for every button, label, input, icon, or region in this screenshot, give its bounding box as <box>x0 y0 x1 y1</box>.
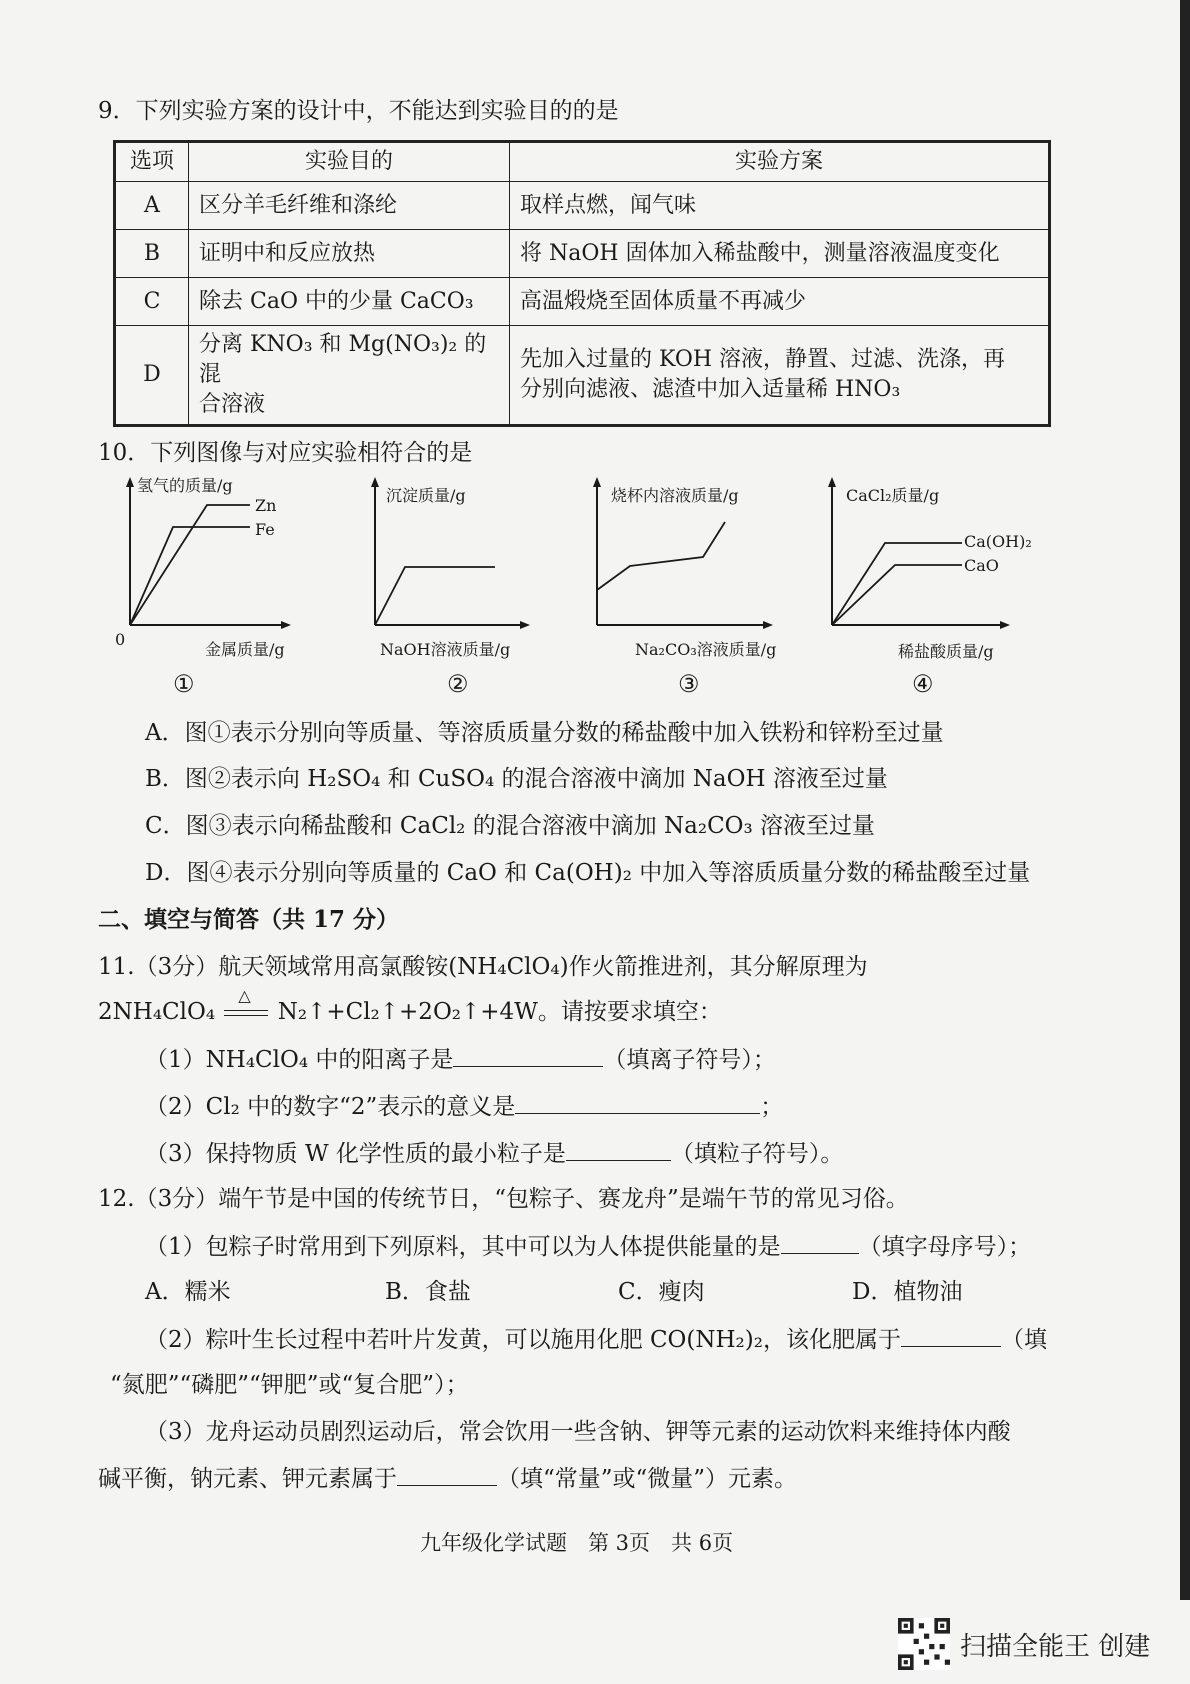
option-letter: B <box>115 230 189 278</box>
precipitate-line <box>375 567 495 625</box>
prompt-text: 碱平衡，钠元素、钾元素属于 <box>98 1466 397 1492</box>
answer-blank[interactable] <box>901 1324 1001 1347</box>
graph-2-number: ② <box>447 670 469 698</box>
table-row <box>115 230 1050 278</box>
graph-1-svg <box>105 475 305 659</box>
q12-choice-d: D．植物油 <box>852 1279 963 1305</box>
answer-blank[interactable] <box>515 1091 760 1114</box>
x-label: Na₂CO₃溶液质量/g <box>635 640 777 659</box>
header-plan: 实验方案 <box>510 142 1050 182</box>
plan-cell: 高温煅烧至固体质量不再减少 <box>510 278 1050 326</box>
goal-line: 分离 KNO₃ 和 Mg(NO₃)₂ 的混 <box>199 332 487 387</box>
prompt-text: （填粒子符号）。 <box>670 1141 844 1167</box>
series-label: Ca(OH)₂ <box>964 532 1032 551</box>
q10-option-b: B．图②表示向 H₂SO₄ 和 CuSO₄ 的混合溶液中滴加 NaOH 溶液至过量 <box>145 766 888 792</box>
plan-cell: 取样点燃，闻气味 <box>510 182 1050 230</box>
q12-choice-a: A．糯米 <box>145 1279 231 1305</box>
prompt-text: （2）Cl₂ 中的数字“2”表示的意义是 <box>145 1094 516 1120</box>
graph-1 <box>105 475 305 659</box>
scanner-watermark <box>898 1618 1150 1670</box>
q9-stem: 9．下列实验方案的设计中，不能达到实验目的的是 <box>98 98 619 124</box>
q12-part3-cont <box>98 1463 797 1494</box>
prompt-text: （2）粽叶生长过程中若叶片发黄，可以施用化肥 CO(NH₂)₂，该化肥属于 <box>145 1327 901 1353</box>
graph-2-svg <box>350 475 550 659</box>
q11-part2 <box>145 1091 783 1122</box>
x-label: 稀盐酸质量/g <box>898 642 994 661</box>
graph-2 <box>350 475 550 659</box>
series-label: Zn <box>255 496 277 515</box>
goal-cell: 除去 CaO 中的少量 CaCO₃ <box>189 278 510 326</box>
prompt-text: ； <box>760 1094 784 1120</box>
plan-line: 分别向滤液、滤渣中加入适量稀 HNO₃ <box>520 377 901 402</box>
graph-4-number: ④ <box>912 670 934 698</box>
x-label: 金属质量/g <box>205 640 285 659</box>
header-goal: 实验目的 <box>189 142 510 182</box>
y-arrow <box>593 477 601 487</box>
y-label: 沉淀质量/g <box>386 486 466 505</box>
prompt-text: （填字母序号）； <box>858 1234 1032 1260</box>
plan-cell: 将 NaOH 固体加入稀盐酸中，测量溶液温度变化 <box>510 230 1050 278</box>
prompt-text: （填离子符号）； <box>603 1047 776 1073</box>
graph-1-number: ① <box>173 670 195 698</box>
graph-3-number: ③ <box>678 670 700 698</box>
q10-option-a: A．图①表示分别向等质量、等溶质质量分数的稀盐酸中加入铁粉和锌粉至过量 <box>145 720 944 746</box>
x-arrow <box>520 621 530 629</box>
answer-blank[interactable] <box>566 1138 671 1161</box>
q12-part3: （3）龙舟运动员剧烈运动后，常会饮用一些含钠、钾等元素的运动饮料来维持体内酸 <box>145 1419 1011 1445</box>
q10-option-c: C．图③表示向稀盐酸和 CaCl₂ 的混合溶液中滴加 Na₂CO₃ 溶液至过量 <box>145 813 876 839</box>
qr-code-icon <box>898 1618 950 1670</box>
origin-label: 0 <box>115 630 126 649</box>
y-label: 氢气的质量/g <box>137 476 233 495</box>
zn-line <box>130 505 250 625</box>
x-arrow <box>763 621 773 629</box>
x-arrow <box>281 621 291 629</box>
section-title: 二、填空与简答（共 17 分） <box>98 906 400 933</box>
series-label: CaO <box>964 556 999 575</box>
table-row <box>115 326 1050 426</box>
q11-stem: 11.（3分）航天领域常用高氯酸铵(NH₄ClO₄)作火箭推进剂，其分解原理为 <box>98 954 868 980</box>
x-label: NaOH溶液质量/g <box>380 640 511 659</box>
equation-right: N₂↑+Cl₂↑+2O₂↑+4W。请按要求填空： <box>277 999 722 1025</box>
q9-table <box>113 140 1051 427</box>
q10-stem: 10．下列图像与对应实验相符合的是 <box>98 440 473 466</box>
plan-cell <box>510 326 1050 426</box>
graph-4-svg <box>820 475 1040 661</box>
option-letter: D <box>115 326 189 426</box>
q12-part1 <box>145 1231 1031 1262</box>
graph-3 <box>585 475 795 659</box>
prompt-text: （1）包粽子时常用到下列原料，其中可以为人体提供能量的是 <box>145 1234 781 1260</box>
y-label: 烧杯内溶液质量/g <box>611 486 739 505</box>
graph-3-svg <box>585 475 795 659</box>
prompt-text: （3）保持物质 W 化学性质的最小粒子是 <box>145 1141 566 1167</box>
series-label: Fe <box>255 520 275 539</box>
goal-cell: 区分羊毛纤维和涤纶 <box>189 182 510 230</box>
prompt-text: （1）NH₄ClO₄ 中的阳离子是 <box>145 1047 454 1073</box>
q12-choice-c: C．瘦肉 <box>618 1279 705 1305</box>
y-label: CaCl₂质量/g <box>846 486 940 505</box>
answer-blank[interactable] <box>781 1231 859 1254</box>
x-arrow <box>1000 621 1010 629</box>
q12-choice-b: B．食盐 <box>385 1279 471 1305</box>
prompt-text: （填 <box>1000 1327 1047 1353</box>
page-footer: 九年级化学试题 第 3页 共 6页 <box>420 1531 734 1555</box>
option-letter: C <box>115 278 189 326</box>
q12-stem: 12.（3分）端午节是中国的传统节日，“包粽子、赛龙舟”是端午节的常见习俗。 <box>98 1186 909 1212</box>
heat-symbol: △ <box>238 986 251 1005</box>
answer-blank[interactable] <box>453 1044 603 1067</box>
q12-part2 <box>145 1324 1047 1355</box>
q11-part1 <box>145 1044 776 1075</box>
option-letter: A <box>115 182 189 230</box>
q12-part2-cont: “氮肥”“磷肥”“钾肥”或“复合肥”）； <box>110 1372 469 1398</box>
scanner-text: 扫描全能王 创建 <box>960 1631 1151 1662</box>
equation-arrow <box>222 986 270 1027</box>
table-row <box>115 182 1050 230</box>
table-row <box>115 278 1050 326</box>
goal-cell: 证明中和反应放热 <box>189 230 510 278</box>
caoh2-line <box>832 543 962 625</box>
answer-blank[interactable] <box>397 1463 497 1486</box>
graph-4 <box>820 475 1040 661</box>
prompt-text: （填“常量”或“微量”）元素。 <box>497 1466 798 1492</box>
plan-line: 先加入过量的 KOH 溶液，静置、过滤、洗涤，再 <box>520 347 1006 372</box>
goal-cell <box>189 326 510 426</box>
solution-line <box>597 522 725 590</box>
y-arrow <box>371 477 379 487</box>
equation-left: 2NH₄ClO₄ <box>98 999 216 1025</box>
q11-equation <box>98 986 722 1027</box>
goal-line: 合溶液 <box>199 392 266 417</box>
header-option: 选项 <box>115 142 189 182</box>
q10-option-d: D．图④表示分别向等质量的 CaO 和 Ca(OH)₂ 中加入等溶质质量分数的稀盐酸至过量 <box>145 860 1031 886</box>
scan-edge <box>1180 0 1190 1600</box>
fe-line <box>130 527 250 625</box>
y-arrow <box>828 477 836 487</box>
q11-part3 <box>145 1138 843 1169</box>
y-arrow <box>126 477 134 487</box>
